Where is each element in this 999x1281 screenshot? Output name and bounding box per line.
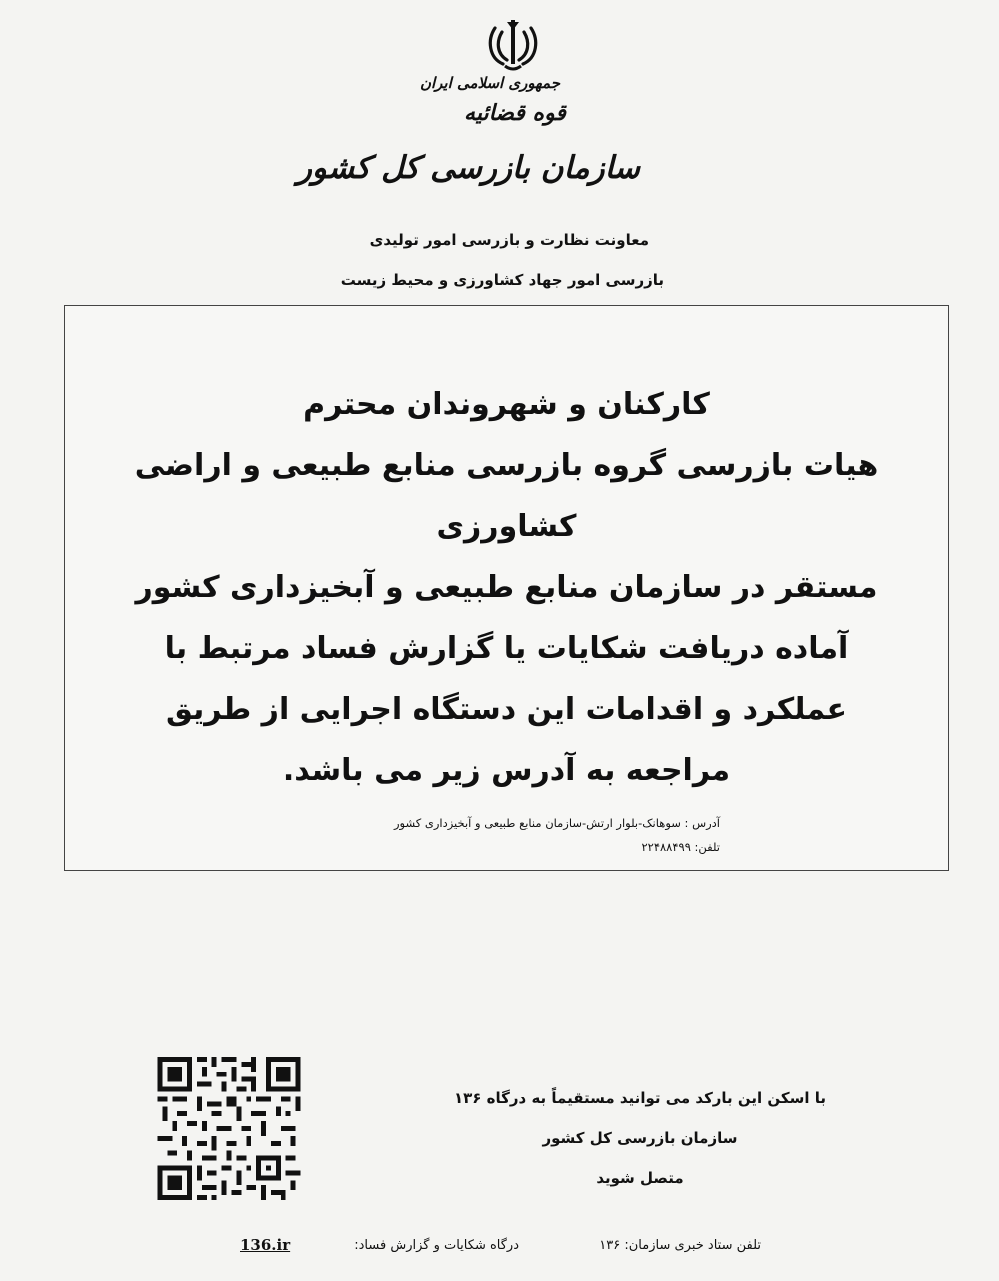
notice-line: عملکرد و اقدامات این دستگاه اجرایی از طریق <box>166 692 847 727</box>
notice-line: آماده دریافت شکایات یا گزارش فساد مرتبط با <box>164 631 849 666</box>
notice-line: کارکنان و شهروندان محترم <box>303 387 710 422</box>
qr-caption <box>440 1078 840 1198</box>
complaint-portal-label: درگاه شکایات و گزارش فساد: <box>354 1238 519 1253</box>
qr-caption-line: سازمان بازرسی کل کشور <box>542 1129 738 1147</box>
phone-text: تلفن: ۲۲۴۸۸۴۹۹ <box>641 840 720 854</box>
notice-body <box>95 374 918 801</box>
republic-title: جمهوری اسلامی ایران <box>419 74 560 92</box>
notice-line: مستقر در سازمان منابع طبیعی و آبخیزداری کشور <box>135 570 878 605</box>
notice-line: مراجعه به آدرس زیر می باشد. <box>282 753 731 788</box>
site-link[interactable]: 136.ir <box>240 1236 291 1254</box>
deputy-title: معاونت نظارت و بازرسی امور تولیدی <box>369 231 649 249</box>
notice-line: کشاورزی <box>436 509 577 544</box>
address-text: آدرس : سوهانک-بلوار ارتش-سازمان منابع طبیعی و آبخیزداری کشور <box>393 816 720 830</box>
judiciary-title: قوه قضائیه <box>464 100 566 126</box>
division-title: بازرسی امور جهاد کشاورزی و محیط زیست <box>340 271 664 289</box>
qr-code[interactable] <box>155 1057 303 1200</box>
organization-logotype: سازمان بازرسی کل کشور <box>296 150 640 186</box>
notice-box <box>64 305 949 871</box>
notice-line: هیات بازرسی گروه بازرسی منابع طبیعی و اراضی <box>134 448 879 483</box>
iran-emblem-icon <box>481 14 545 78</box>
news-phone-text: تلفن ستاد خبری سازمان: ۱۳۶ <box>599 1238 761 1253</box>
qr-caption-line: متصل شوید <box>596 1169 684 1187</box>
qr-caption-line: با اسکن این بارکد می توانید مستقیماً به درگاه ۱۳۶ <box>453 1089 827 1107</box>
